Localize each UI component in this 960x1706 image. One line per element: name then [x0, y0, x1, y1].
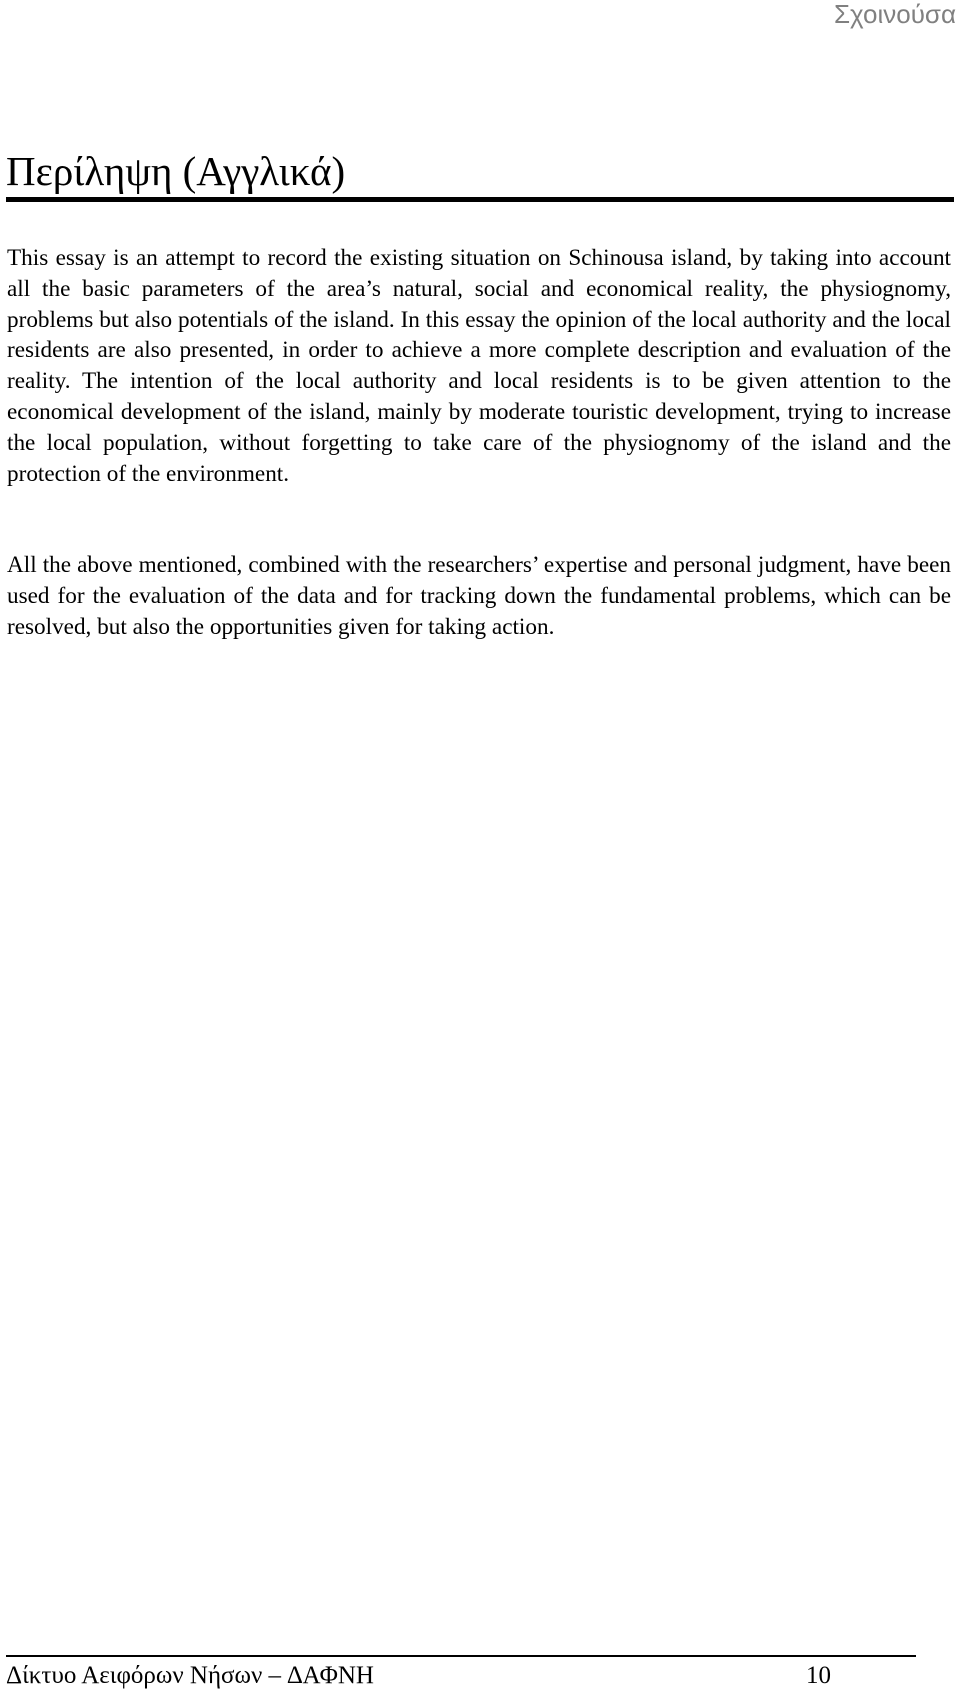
footer-publisher: Δίκτυο Αειφόρων Νήσων – ∆ΑΦΝΗ	[6, 1662, 374, 1689]
abstract-paragraph-1: This essay is an attempt to record the existing situation on Schinousa island, by taking into account all the basic parameters of the area’s natural, social and economical reality, the physiognomy, problems but also potentials of the island. In this essay the opinion of the local authority and the local residents are also presented, in order to achieve a more complete description and evaluation of the reality. The intention of the local authority and local residents is to be given attention to the economical development of the island, mainly by moderate touristic development, trying to increase the local population, without forgetting to take care of the physiognomy of the island and the protection of the environment.	[7, 245, 951, 487]
abstract-paragraph-2: All the above mentioned, combined with the researchers’ expertise and personal judgment, have been used for the evaluation of the data and for tracking down the fundamental problems, which can be resolved, but also the opportunities given for taking action.	[7, 552, 951, 640]
title-divider	[6, 197, 954, 202]
section-title: Περίληψη (Αγγλικά)	[6, 148, 346, 194]
running-header: Σχοινούσα	[833, 0, 956, 29]
footer-divider	[6, 1655, 916, 1657]
page-number: 10	[806, 1662, 831, 1689]
